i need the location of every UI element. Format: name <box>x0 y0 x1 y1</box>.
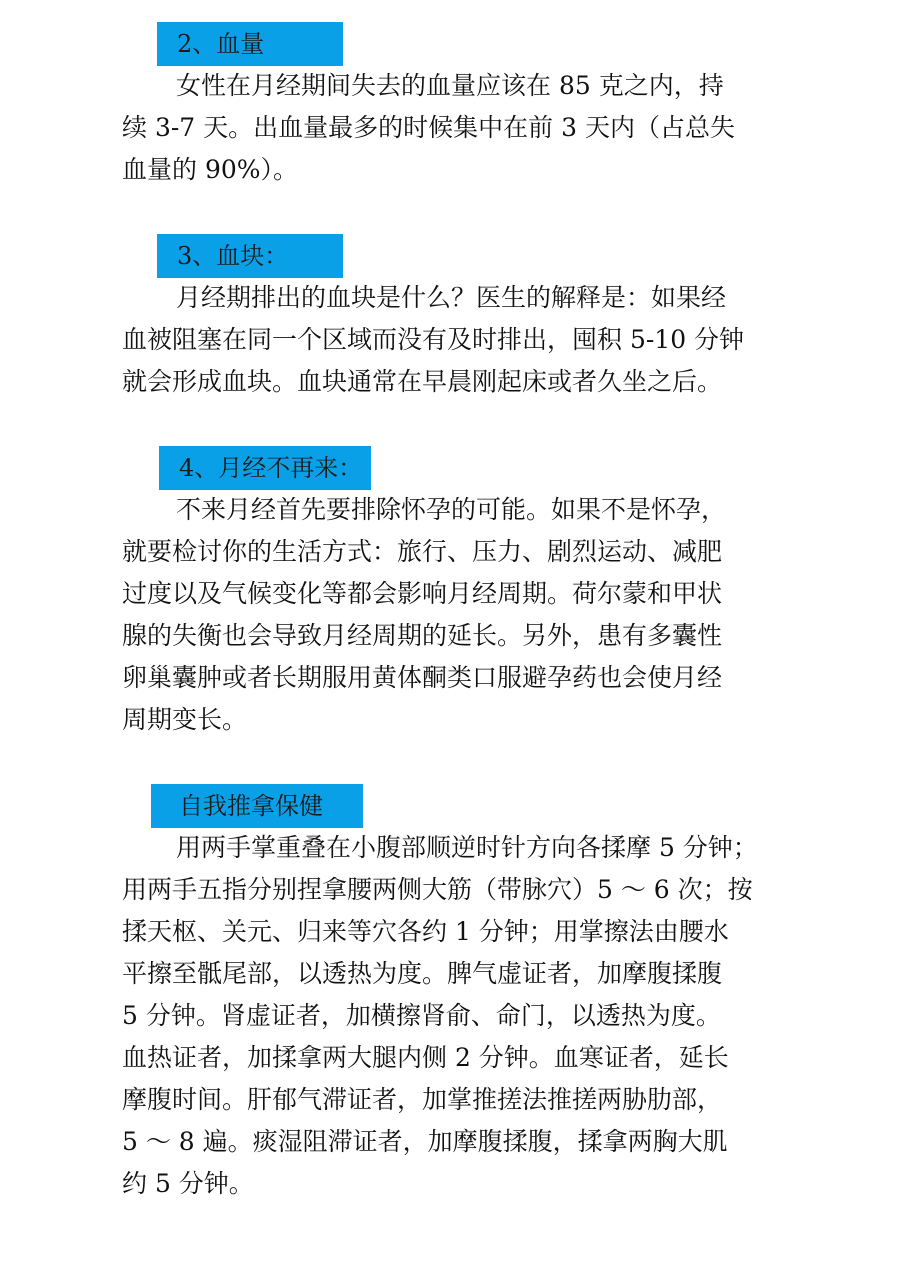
section-paragraph-blood-clots <box>122 277 786 403</box>
paragraph-line: 就要检讨你的生活方式：旅行、压力、剧烈运动、减肥 <box>122 537 723 566</box>
section-heading-self-massage: 自我推拿保健 <box>151 784 363 828</box>
paragraph-line: 血被阻塞在同一个区域而没有及时排出，囤积 5-10 分钟 <box>122 325 745 354</box>
paragraph-line: 血热证者，加揉拿两大腿内侧 2 分钟。血寒证者，延长 <box>122 1043 729 1072</box>
paragraph-line: 月经期排出的血块是什么？医生的解释是：如果经 <box>176 283 727 312</box>
paragraph-line: 5 分钟。肾虚证者，加横擦肾俞、命门，以透热为度。 <box>122 1001 721 1030</box>
paragraph-line: 续 3-7 天。出血量最多的时候集中在前 3 天内（占总失 <box>122 113 735 142</box>
section-heading-missed-period: 4、月经不再来： <box>159 446 371 490</box>
paragraph-line: 用两手掌重叠在小腹部顺逆时针方向各揉摩 5 分钟； <box>176 833 758 862</box>
section-paragraph-blood-volume <box>122 65 786 191</box>
paragraph-line: 揉天枢、关元、归来等穴各约 1 分钟；用掌擦法由腰水 <box>122 917 729 946</box>
paragraph-line: 女性在月经期间失去的血量应该在 85 克之内，持 <box>176 71 724 100</box>
paragraph-line: 就会形成血块。血块通常在早晨刚起床或者久坐之后。 <box>122 367 723 396</box>
section-paragraph-self-massage <box>122 827 786 1205</box>
paragraph-line: 平擦至骶尾部，以透热为度。脾气虚证者，加摩腹揉腹 <box>122 959 723 988</box>
paragraph-line: 不来月经首先要排除怀孕的可能。如果不是怀孕， <box>176 495 727 524</box>
section-heading-blood-volume: 2、血量 <box>157 22 343 66</box>
paragraph-line: 腺的失衡也会导致月经周期的延长。另外，患有多囊性 <box>122 621 723 650</box>
paragraph-line: 周期变长。 <box>122 705 248 734</box>
paragraph-line: 约 5 分钟。 <box>122 1169 254 1198</box>
paragraph-line: 摩腹时间。肝郁气滞证者，加掌推搓法推搓两胁肋部， <box>122 1085 723 1114</box>
section-paragraph-missed-period <box>122 489 786 741</box>
paragraph-line: 血量的 90%）。 <box>122 155 299 184</box>
paragraph-line: 卵巢囊肿或者长期服用黄体酮类口服避孕药也会使月经 <box>122 663 723 692</box>
paragraph-line: 过度以及气候变化等都会影响月经周期。荷尔蒙和甲状 <box>122 579 723 608</box>
paragraph-line: 用两手五指分别捏拿腰两侧大筋（带脉穴）5 ～ 6 次；按 <box>122 875 753 904</box>
section-heading-blood-clots: 3、血块： <box>157 234 343 278</box>
paragraph-line: 5 ～ 8 遍。痰湿阻滞证者，加摩腹揉腹，揉拿两胸大肌 <box>122 1127 728 1156</box>
